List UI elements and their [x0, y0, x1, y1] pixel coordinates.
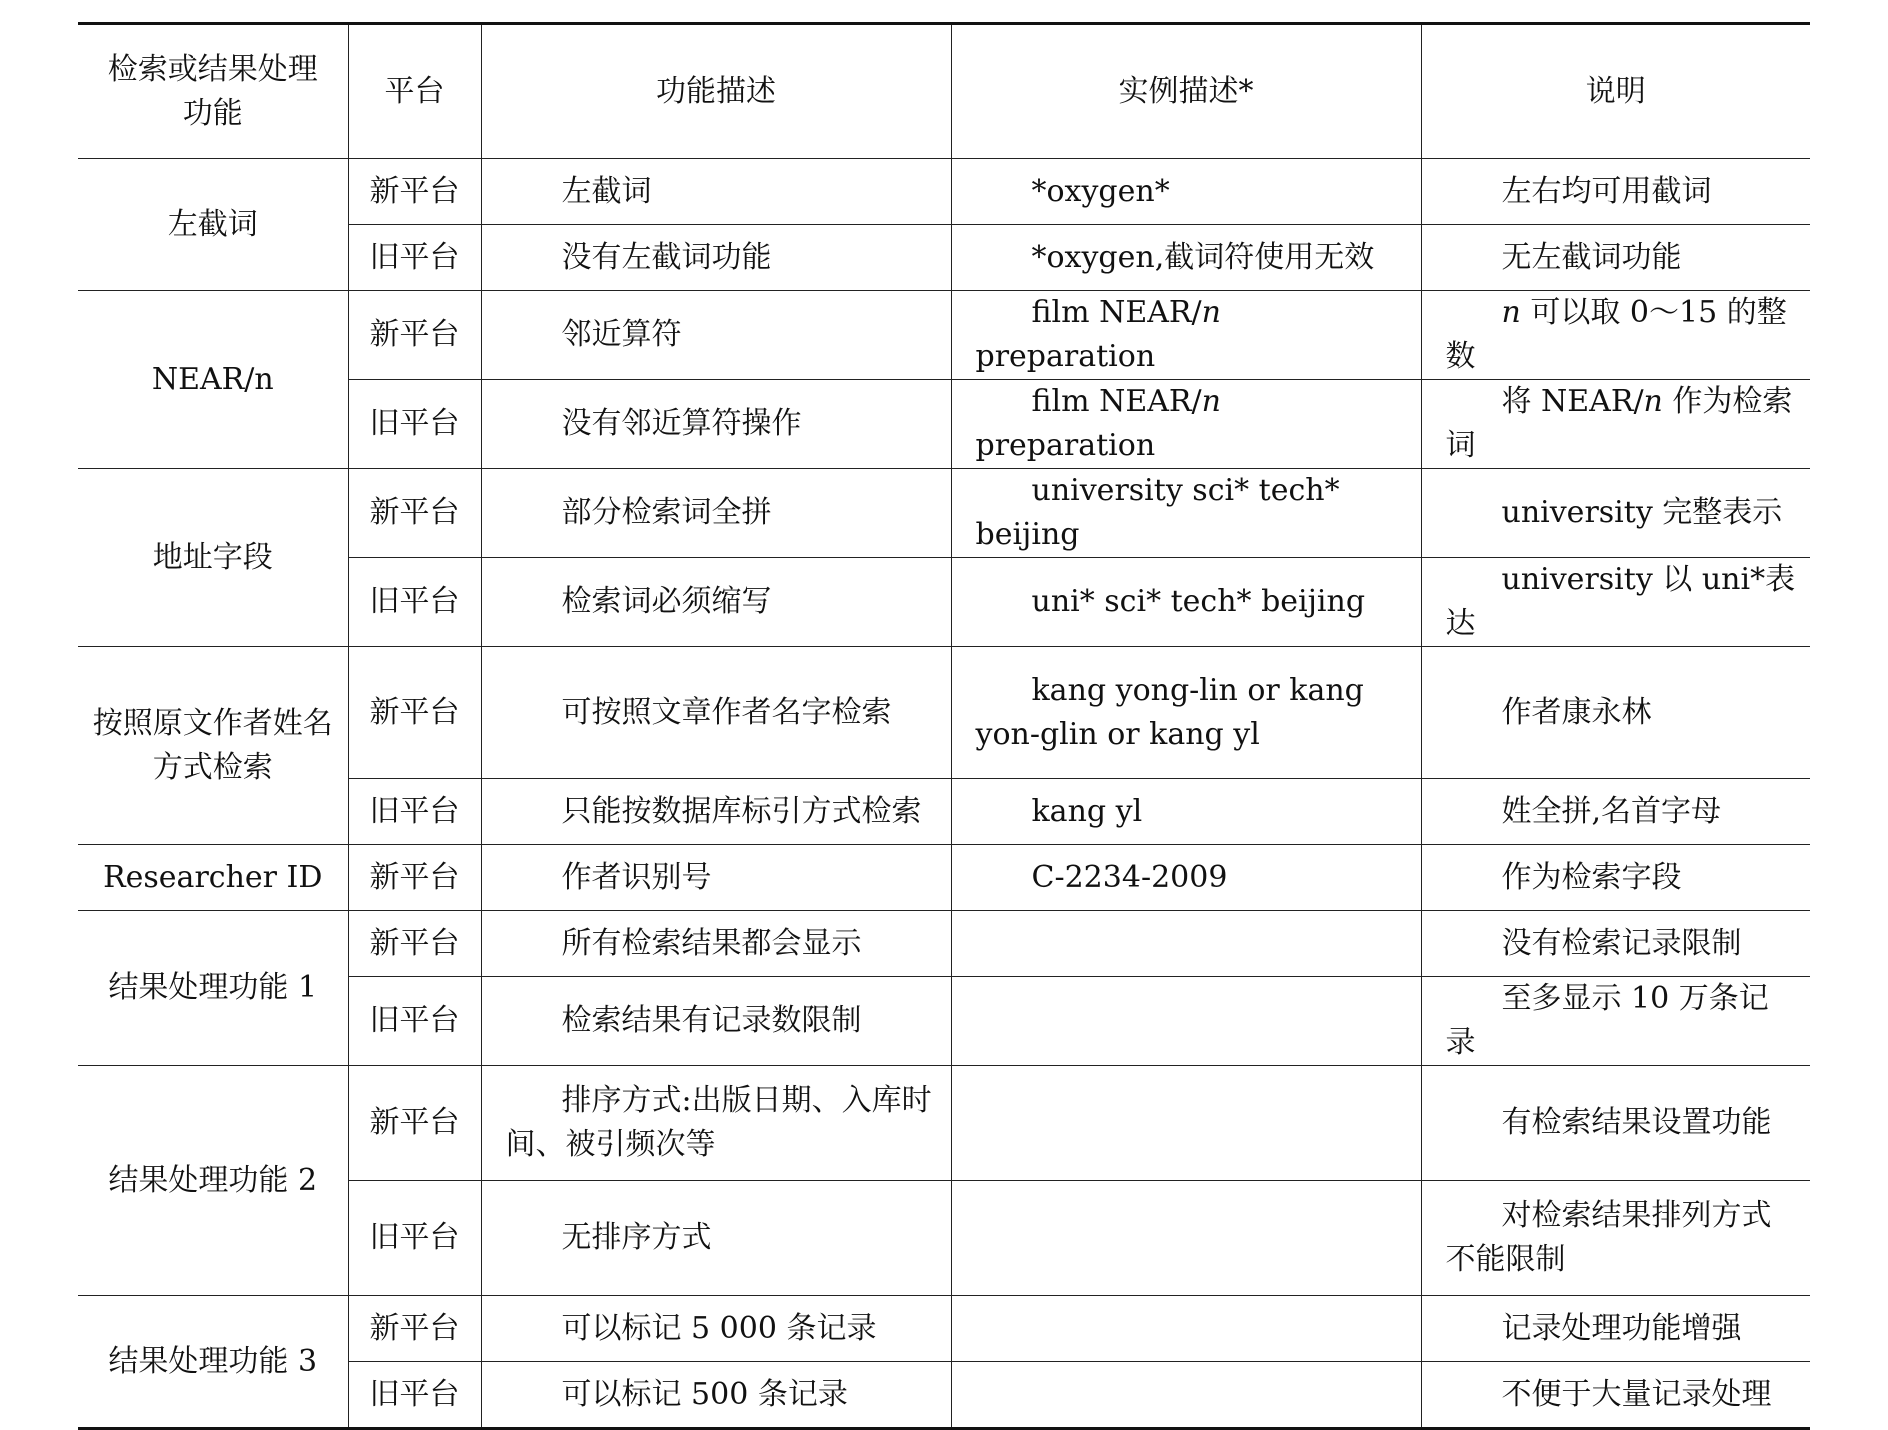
feature-cell: Researcher ID: [78, 845, 348, 911]
note-cell: 作者康永林: [1421, 647, 1810, 779]
header-platform: 平台: [348, 24, 481, 159]
example-cell: kang yl: [951, 779, 1421, 845]
feature-cell: NEAR/n: [78, 291, 348, 469]
platform-cell: 新平台: [348, 1066, 481, 1181]
function-cell: 可按照文章作者名字检索: [481, 647, 951, 779]
example-cell: C-2234-2009: [951, 845, 1421, 911]
header-function: 功能描述: [481, 24, 951, 159]
platform-cell: 旧平台: [348, 225, 481, 291]
note-cell: 没有检索记录限制: [1421, 911, 1810, 977]
example-cell: [951, 1181, 1421, 1296]
note-cell: [1421, 380, 1810, 469]
platform-cell: 新平台: [348, 911, 481, 977]
platform-comparison-table: [78, 22, 1810, 1430]
example-cell: [951, 911, 1421, 977]
note-cell: [1421, 291, 1810, 380]
feature-cell: 左截词: [78, 159, 348, 291]
feature-cell: 地址字段: [78, 469, 348, 647]
platform-cell: 旧平台: [348, 558, 481, 647]
header-note: 说明: [1421, 24, 1810, 159]
example-cell: university sci* tech* beijing: [951, 469, 1421, 558]
feature-cell: 结果处理功能 2: [78, 1066, 348, 1296]
note-cell: university 完整表示: [1421, 469, 1810, 558]
note-variable: n: [1501, 295, 1521, 330]
note-cell: 作为检索字段: [1421, 845, 1810, 911]
header-feature: 检索或结果处理功能: [78, 24, 348, 159]
table-row: [78, 291, 1810, 380]
note-cell: university 以 uni*表达: [1421, 558, 1810, 647]
table-row: [78, 159, 1810, 225]
example-prefix: film NEAR/: [1031, 384, 1202, 419]
function-cell: 只能按数据库标引方式检索: [481, 779, 951, 845]
function-cell: 邻近算符: [481, 291, 951, 380]
note-cell: 有检索结果设置功能: [1421, 1066, 1810, 1181]
example-variable: n: [1201, 295, 1221, 330]
platform-cell: 旧平台: [348, 779, 481, 845]
header-row: [78, 24, 1810, 159]
example-cell: *oxygen,截词符使用无效: [951, 225, 1421, 291]
feature-cell: 结果处理功能 1: [78, 911, 348, 1066]
function-cell: 左截词: [481, 159, 951, 225]
function-cell: 无排序方式: [481, 1181, 951, 1296]
note-cell: 无左截词功能: [1421, 225, 1810, 291]
example-cell: [951, 291, 1421, 380]
note-cell: 左右均可用截词: [1421, 159, 1810, 225]
platform-cell: 新平台: [348, 647, 481, 779]
note-cell: 记录处理功能增强: [1421, 1296, 1810, 1362]
function-cell: 可以标记 500 条记录: [481, 1362, 951, 1429]
table-row: [78, 1296, 1810, 1362]
platform-cell: 新平台: [348, 845, 481, 911]
example-variable: n: [1201, 384, 1221, 419]
table-row: [78, 647, 1810, 779]
platform-cell: 旧平台: [348, 1181, 481, 1296]
platform-cell: 新平台: [348, 291, 481, 380]
feature-cell: 按照原文作者姓名方式检索: [78, 647, 348, 845]
note-suffix: 作为检索词: [1445, 384, 1793, 463]
example-cell: [951, 380, 1421, 469]
function-cell: 排序方式:出版日期、入库时间、被引频次等: [481, 1066, 951, 1181]
table-row: [78, 1066, 1810, 1181]
table-row: [78, 845, 1810, 911]
platform-cell: 旧平台: [348, 380, 481, 469]
example-cell: *oxygen*: [951, 159, 1421, 225]
function-cell: 可以标记 5 000 条记录: [481, 1296, 951, 1362]
comparison-table-container: [78, 22, 1810, 1430]
table-row: [78, 469, 1810, 558]
example-prefix: film NEAR/: [1031, 295, 1202, 330]
note-cell: 对检索结果排列方式不能限制: [1421, 1181, 1810, 1296]
function-cell: 所有检索结果都会显示: [481, 911, 951, 977]
note-cell: 姓全拼,名首字母: [1421, 779, 1810, 845]
function-cell: 没有邻近算符操作: [481, 380, 951, 469]
note-text: 可以取 0～15 的整数: [1445, 295, 1787, 374]
table-row: [78, 911, 1810, 977]
note-prefix: 将 NEAR/: [1501, 384, 1644, 419]
feature-cell: 结果处理功能 3: [78, 1296, 348, 1429]
example-cell: uni* sci* tech* beijing: [951, 558, 1421, 647]
note-variable: n: [1643, 384, 1663, 419]
platform-cell: 新平台: [348, 159, 481, 225]
example-cell: [951, 977, 1421, 1066]
function-cell: 作者识别号: [481, 845, 951, 911]
example-cell: kang yong-lin or kang yon-glin or kang yl: [951, 647, 1421, 779]
example-cell: [951, 1362, 1421, 1429]
platform-cell: 旧平台: [348, 1362, 481, 1429]
platform-cell: 新平台: [348, 1296, 481, 1362]
function-cell: 没有左截词功能: [481, 225, 951, 291]
header-example: 实例描述*: [951, 24, 1421, 159]
example-suffix: preparation: [975, 339, 1156, 374]
platform-cell: 新平台: [348, 469, 481, 558]
example-suffix: preparation: [975, 428, 1156, 463]
function-cell: 检索词必须缩写: [481, 558, 951, 647]
function-cell: 部分检索词全拼: [481, 469, 951, 558]
example-cell: [951, 1296, 1421, 1362]
platform-cell: 旧平台: [348, 977, 481, 1066]
function-cell: 检索结果有记录数限制: [481, 977, 951, 1066]
example-cell: [951, 1066, 1421, 1181]
note-cell: 不便于大量记录处理: [1421, 1362, 1810, 1429]
note-cell: 至多显示 10 万条记录: [1421, 977, 1810, 1066]
